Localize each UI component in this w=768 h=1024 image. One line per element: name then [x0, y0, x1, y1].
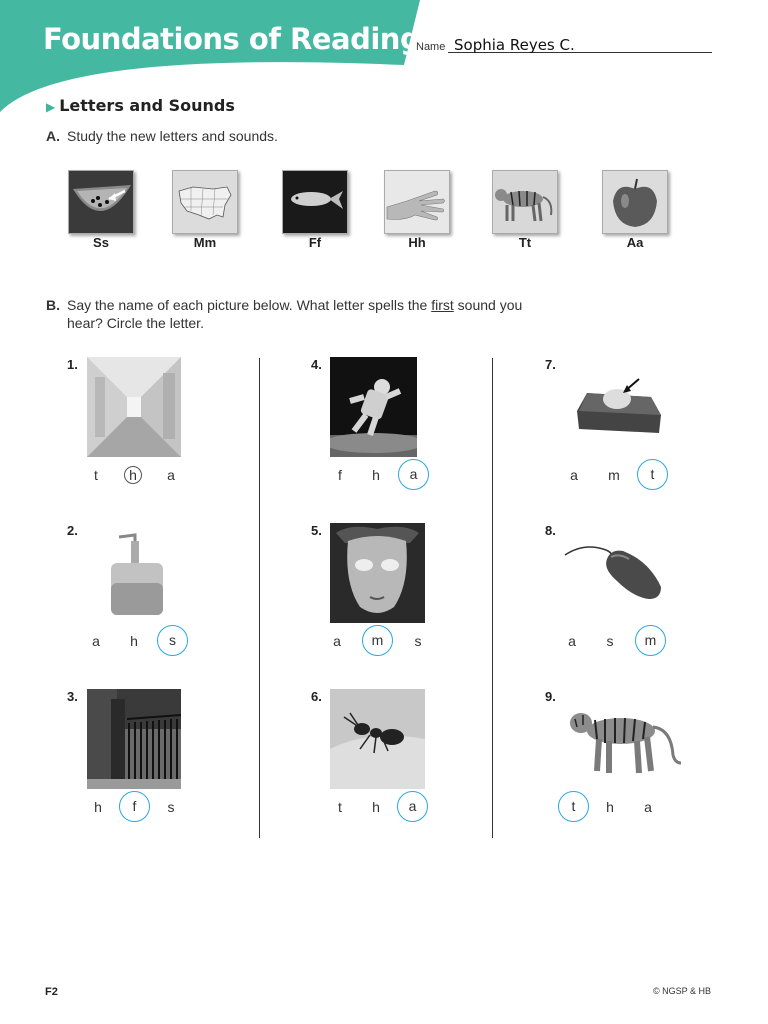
- letter-choice[interactable]: t: [338, 799, 342, 815]
- fence-photo: [87, 689, 181, 789]
- sample-card: [68, 170, 134, 250]
- sample-label: Tt: [518, 235, 532, 250]
- tiger-photo: [492, 170, 558, 234]
- apple-photo: [602, 170, 668, 234]
- column-divider: [492, 358, 493, 838]
- item-number: 2.: [67, 523, 78, 538]
- sample-card: [384, 170, 450, 250]
- ant-photo: [330, 689, 425, 789]
- page-number: F2: [45, 986, 58, 998]
- letter-choice[interactable]: a: [568, 633, 576, 649]
- exercise-item: [545, 357, 715, 492]
- sample-label: Ff: [308, 235, 322, 250]
- computer-mouse-photo: [563, 537, 667, 607]
- exercise-item: [67, 523, 247, 658]
- part-b-instruction: [46, 296, 522, 332]
- item-number: 6.: [311, 689, 322, 704]
- item-number: 7.: [545, 357, 556, 372]
- letter-choice[interactable]: s: [414, 633, 422, 649]
- sample-card: [172, 170, 238, 250]
- letter-choice[interactable]: h: [372, 799, 380, 815]
- tape-dispenser-photo: [573, 371, 665, 441]
- exercise-item: [311, 689, 481, 824]
- sample-card: [492, 170, 558, 250]
- exercise-item: [67, 689, 247, 824]
- letter-choice-circled[interactable]: t: [637, 459, 668, 490]
- exercise-item: [545, 689, 715, 824]
- letter-choice[interactable]: a: [570, 467, 578, 483]
- letter-choice-circled[interactable]: f: [119, 791, 150, 822]
- exercise-item: [311, 357, 481, 492]
- letter-choice[interactable]: a: [644, 799, 652, 815]
- item-number: 9.: [545, 689, 556, 704]
- letter-choice[interactable]: m: [608, 467, 620, 483]
- watermelon-seeds-photo: [68, 170, 134, 234]
- name-label: Name: [416, 41, 446, 53]
- part-a-letter: A.: [46, 128, 60, 144]
- item-number: 3.: [67, 689, 78, 704]
- letter-choice-circled[interactable]: s: [157, 625, 188, 656]
- sample-label: Aa: [626, 235, 644, 250]
- part-b-text-2: sound you: [453, 297, 523, 313]
- copyright-notice: © NGSP & HB: [653, 986, 711, 996]
- fish-photo: [282, 170, 348, 234]
- astronaut-photo: [330, 357, 417, 457]
- sample-label: Ss: [93, 235, 109, 250]
- exercise-item: [311, 523, 481, 658]
- letter-choice[interactable]: h: [94, 799, 102, 815]
- letter-choice[interactable]: t: [94, 467, 98, 483]
- letter-choice[interactable]: s: [167, 799, 175, 815]
- item-number: 8.: [545, 523, 556, 538]
- page-title: Foundations of Reading: [43, 22, 421, 56]
- exercise-item: [67, 357, 247, 492]
- exercise-item: [545, 523, 715, 658]
- part-b-text-3: hear? Circle the letter.: [67, 315, 204, 331]
- sample-label: Mm: [193, 235, 217, 250]
- letter-choice-circled[interactable]: m: [635, 625, 666, 656]
- item-number: 1.: [67, 357, 78, 372]
- part-a-text: Study the new letters and sounds.: [67, 128, 278, 144]
- letter-choice-circled[interactable]: m: [362, 625, 393, 656]
- letter-choice[interactable]: h: [606, 799, 614, 815]
- part-b-text-1: Say the name of each picture below. What letter spells the: [67, 297, 432, 313]
- soap-dispenser-photo: [105, 527, 169, 617]
- item-number: 4.: [311, 357, 322, 372]
- triangle-bullet-icon: ▶: [46, 100, 56, 114]
- letter-choice[interactable]: s: [606, 633, 614, 649]
- letter-choice-circled[interactable]: a: [397, 791, 428, 822]
- section-title: [46, 96, 235, 115]
- tiger-photo: [565, 697, 693, 777]
- sample-card: [602, 170, 668, 250]
- section-title-text: Letters and Sounds: [59, 96, 235, 115]
- letter-choice[interactable]: a: [167, 467, 175, 483]
- letter-choice[interactable]: a: [333, 633, 341, 649]
- name-field[interactable]: Sophia Reyes C.: [454, 36, 575, 54]
- letter-choice-circled[interactable]: h: [124, 466, 142, 484]
- part-b-letter: B.: [46, 297, 60, 313]
- item-number: 5.: [311, 523, 322, 538]
- letter-choice-circled[interactable]: t: [558, 791, 589, 822]
- sample-label: Hh: [408, 235, 426, 250]
- column-divider: [259, 358, 260, 838]
- letter-choice[interactable]: h: [130, 633, 138, 649]
- letter-choice[interactable]: a: [92, 633, 100, 649]
- hand-photo: [384, 170, 450, 234]
- us-map-photo: [172, 170, 238, 234]
- part-b-underlined-word: first: [431, 297, 454, 313]
- hallway-photo: [87, 357, 181, 457]
- letter-choice[interactable]: h: [372, 467, 380, 483]
- mask-photo: [330, 523, 425, 623]
- letter-choice[interactable]: f: [338, 467, 342, 483]
- sample-card: [282, 170, 348, 250]
- letter-choice-circled[interactable]: a: [398, 459, 429, 490]
- part-a-instruction: [46, 127, 278, 145]
